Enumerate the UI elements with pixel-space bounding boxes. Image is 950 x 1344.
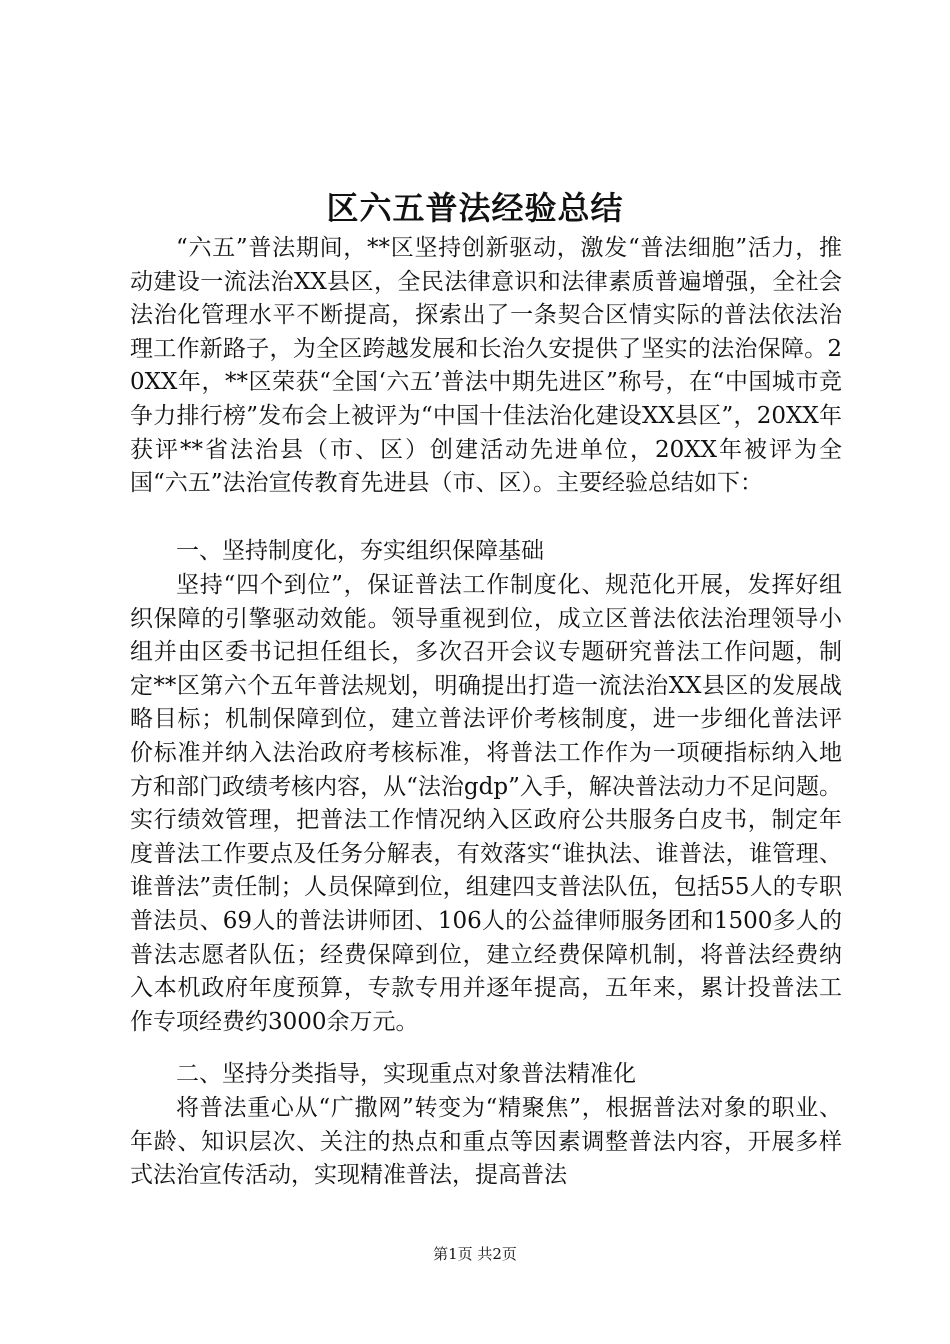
section-1-paragraph: 坚持“四个到位”，保证普法工作制度化、规范化开展，发挥好组织保障的引擎驱动效能。领导重视到位，成立区普法依法治理领导小组并由区委书记担任组长，多次召开会议专题研究普法工作问题，制定**区第六个五年普法规划，明确提出打造一流法治XX县区的发展战略目标；机制保障到位，建立普法评价考核制度，进一步细化普法评价标准并纳入法治政府考核标准，将普法工作作为一项硬指标纳入地方和部门政绩考核内容，从“法治gdp”入手，解决普法动力不足问题。实行绩效管理，把普法工作情况纳入区政府公共服务白皮书，制定年度普法工作要点及任务分解表，有效落实“谁执法、谁普法，谁管理、谁普法”责任制；人员保障到位，组建四支普法队伍，包括55人的专职普法员、69人的普法讲师团、106人的公益律师服务团和1500多人的普法志愿者队伍；经费保障到位，建立经费保障机制，将普法经费纳入本机政府年度预算，专款专用并逐年提高，五年来，累计投普法工作专项经费约3000余万元。 [130,572,842,1035]
section-2-heading: 二、坚持分类指导，实现重点对象普法精准化 [176,1061,636,1087]
section-2-paragraph: 将普法重心从“广撒网”转变为“精聚焦”，根据普法对象的职业、年龄、知识层次、关注的热点和重点等因素调整普法内容，开展多样式法治宣传活动，实现精准普法，提高普法 [130,1095,842,1189]
intro-paragraph: “六五”普法期间，**区坚持创新驱动，激发“普法细胞”活力，推动建设一流法治XX县区，全民法律意识和法律素质普遍增强，全社会法治化管理水平不断提高，探索出了一条契合区情实际的普法依法治理工作新路子，为全区跨越发展和长治久安提供了坚实的法治保障。20XX年，**区荣获“全国‘六五’普法中期先进区”称号，在“中国城市竞争力排行榜”发布会上被评为“中国十佳法治化建设XX县区”，20XX年获评**省法治县（市、区）创建活动先进单位，20XX年被评为全国“六五”法治宣传教育先进县（市、区）。主要经验总结如下： [130,235,842,497]
section-1-heading: 一、坚持制度化，夯实组织保障基础 [176,538,544,564]
page-number-footer: 第1页 共2页 [433,1245,517,1263]
document-title: 区六五普法经验总结 [326,189,624,227]
